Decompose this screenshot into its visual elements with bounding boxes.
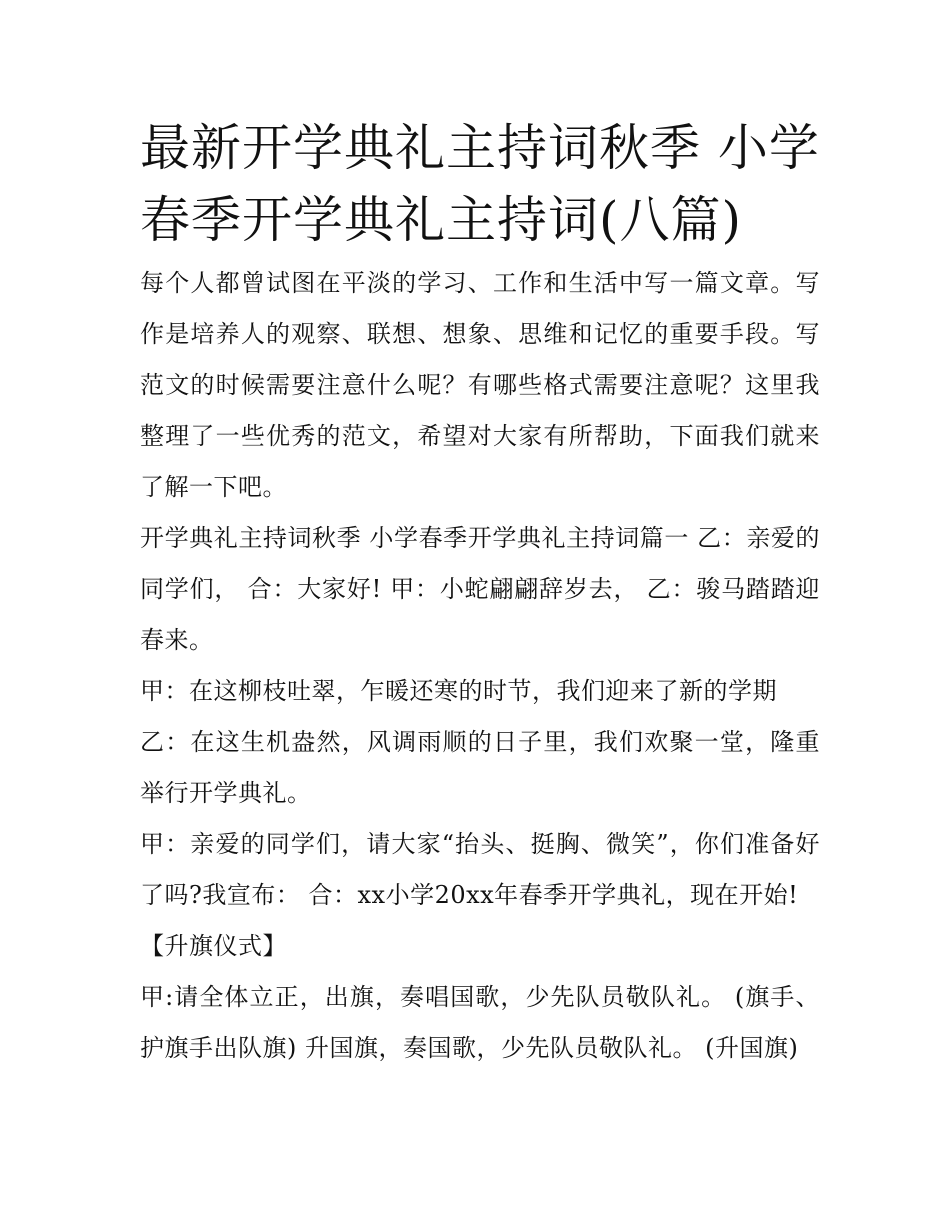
document-page [140,112,820,1074]
document-title: 最新开学典礼主持词秋季 小学春季开学典礼主持词(八篇) [140,119,820,249]
paragraph-yi-gathering: 乙：在这生机盎然，风调雨顺的日子里，我们欢聚一堂，隆重举行开学典礼。 [140,728,820,807]
paragraph-intro: 每个人都曾试图在平淡的学习、工作和生活中写一篇文章。写作是培养人的观察、联想、想象、思维和记忆的重要手段。写范文的时候需要注意什么呢？有哪些格式需要注意呢？这里我整理了一些优秀的范文，希望对大家有所帮助，下面我们就来了解一下吧。 [140,269,820,501]
paragraph-jia-new-term: 甲：在这柳枝吐翠，乍暖还寒的时节，我们迎来了新的学期 [140,677,777,705]
section-heading-flag-ceremony: 【升旗仪式】 [140,932,287,960]
paragraph-flag-raising: 甲:请全体立正，出旗，奏唱国歌，少先队员敬队礼。 (旗手、护旗手出队旗) 升国旗，奏国歌，少先队员敬队礼。 (升国旗) [140,983,820,1062]
paragraph-jia-announcement: 甲：亲爱的同学们，请大家“抬头、挺胸、微笑”，你们准备好了吗?我宣布： 合：xx小学20xx年春季开学典礼，现在开始! [140,830,820,909]
paragraph-section-one-opening: 开学典礼主持词秋季 小学春季开学典礼主持词篇一 乙：亲爱的同学们， 合：大家好! 甲：小蛇翩翩辞岁去， 乙：骏马踏踏迎春来。 [140,524,820,654]
